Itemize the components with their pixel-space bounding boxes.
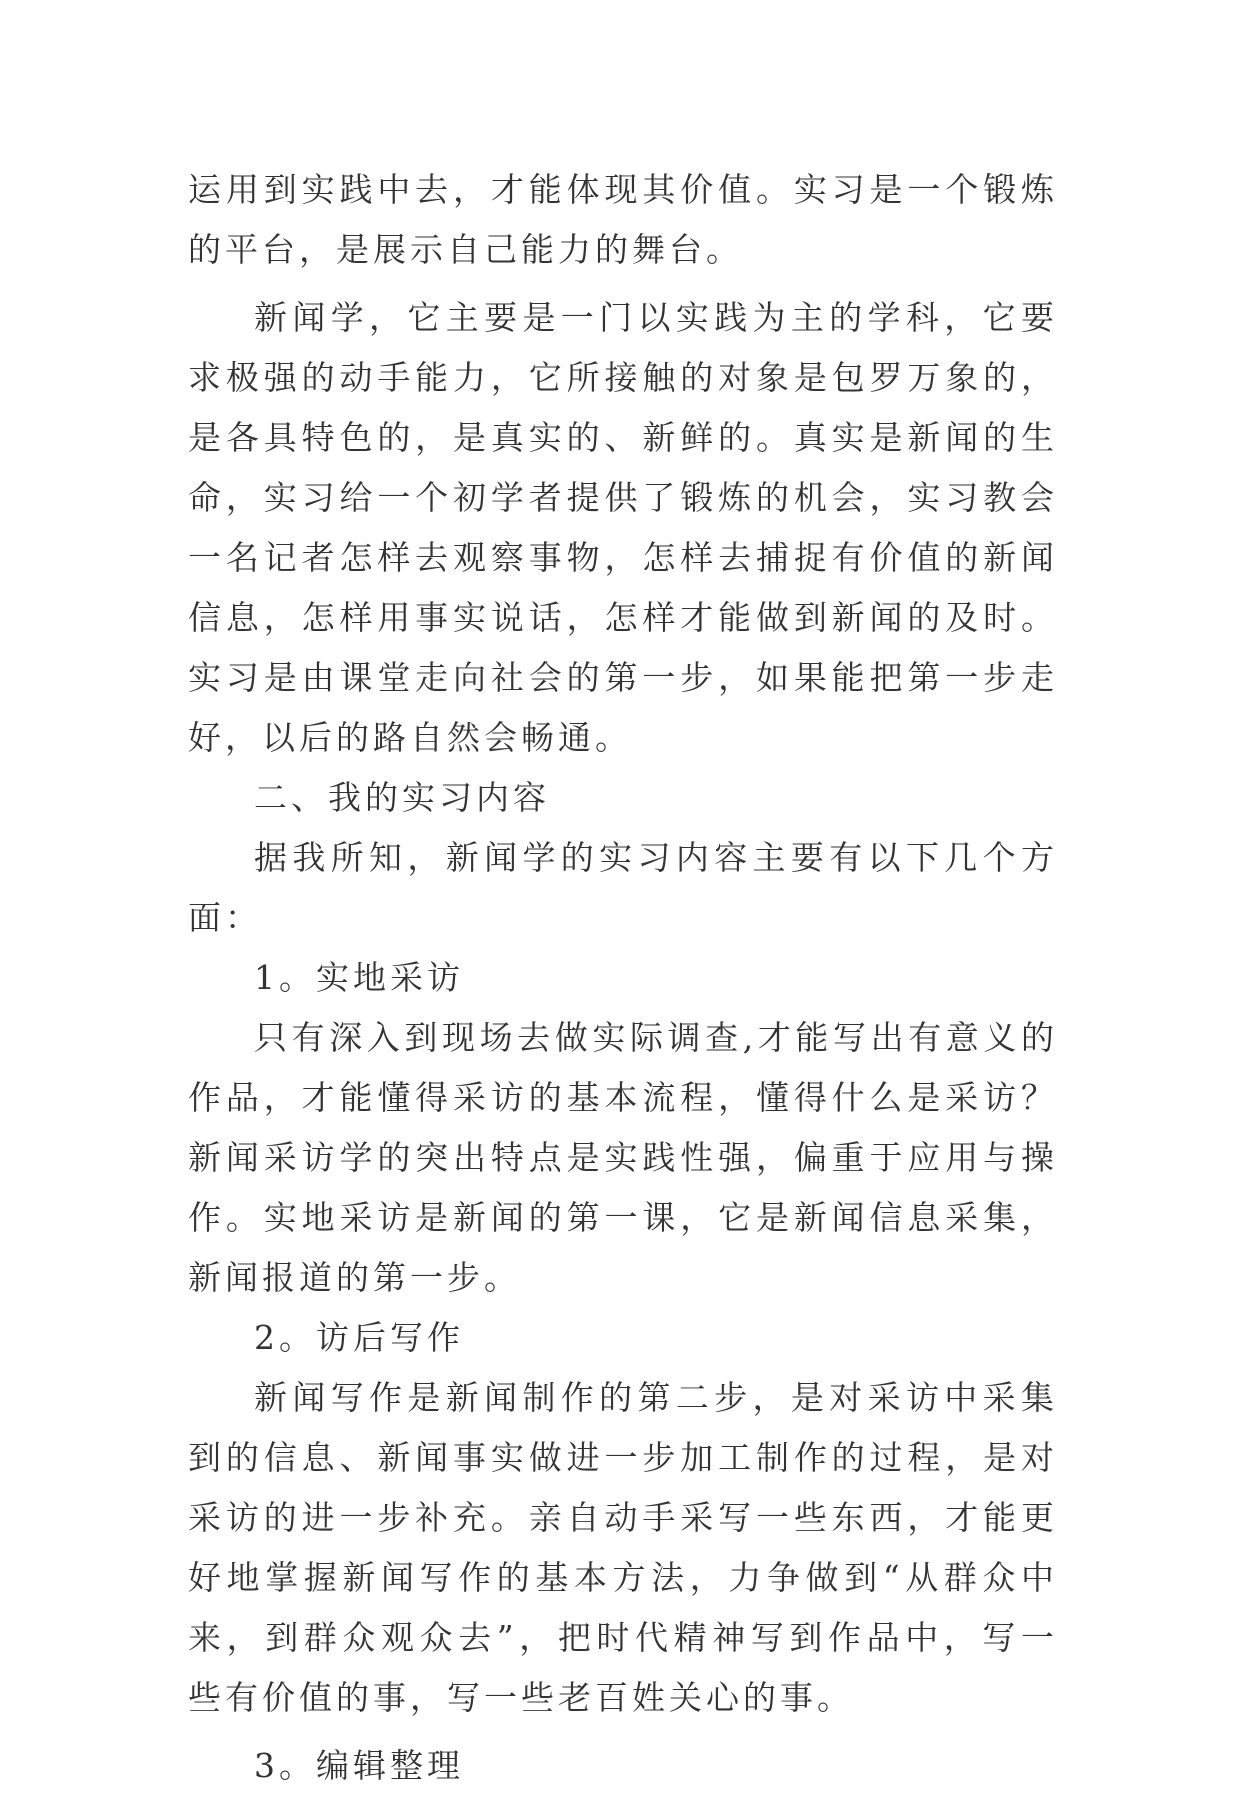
section-heading-internship-content: 二、我的实习内容 — [254, 778, 550, 817]
paragraph-writing: 新闻写作是新闻制作的第二步，是对采访中采集到的信息、新闻事实做进一步加工制作的过程，是对采访的进一步补充。亲自动手采写一些东西，才能更好地掌握新闻写作的基本方法，力争做到“从群众中来，到群众观众去”，把时代精神写到作品中，写一些有价值的事，写一些老百姓关心的事。 — [188, 1378, 1058, 1717]
document-body — [188, 160, 1058, 1796]
paragraph-continuation: 运用到实践中去，才能体现其价值。实习是一个锻炼的平台，是展示自己能力的舞台。 — [188, 170, 1058, 269]
paragraph-content-overview: 据我所知，新闻学的实习内容主要有以下几个方面： — [188, 838, 1058, 937]
subheading-editing: 3。编辑整理 — [254, 1746, 464, 1785]
subheading-field-interview: 1。实地采访 — [254, 958, 464, 997]
paragraph-field-interview: 只有深入到现场去做实际调查,才能写出有意义的作品，才能懂得采访的基本流程，懂得什么是采访？新闻采访学的突出特点是实践性强，偏重于应用与操作。实地采访是新闻的第一课，它是新闻信息采集，新闻报道的第一步。 — [188, 1018, 1058, 1297]
subheading-writing: 2。访后写作 — [254, 1318, 464, 1357]
paragraph-journalism-intro: 新闻学，它主要是一门以实践为主的学科，它要求极强的动手能力，它所接触的对象是包罗万象的，是各具特色的，是真实的、新鲜的。真实是新闻的生命，实习给一个初学者提供了锻炼的机会，实习教会一名记者怎样去观察事物，怎样去捕捉有价值的新闻信息，怎样用事实说话，怎样才能做到新闻的及时。实习是由课堂走向社会的第一步，如果能把第一步走好，以后的路自然会畅通。 — [188, 298, 1058, 757]
